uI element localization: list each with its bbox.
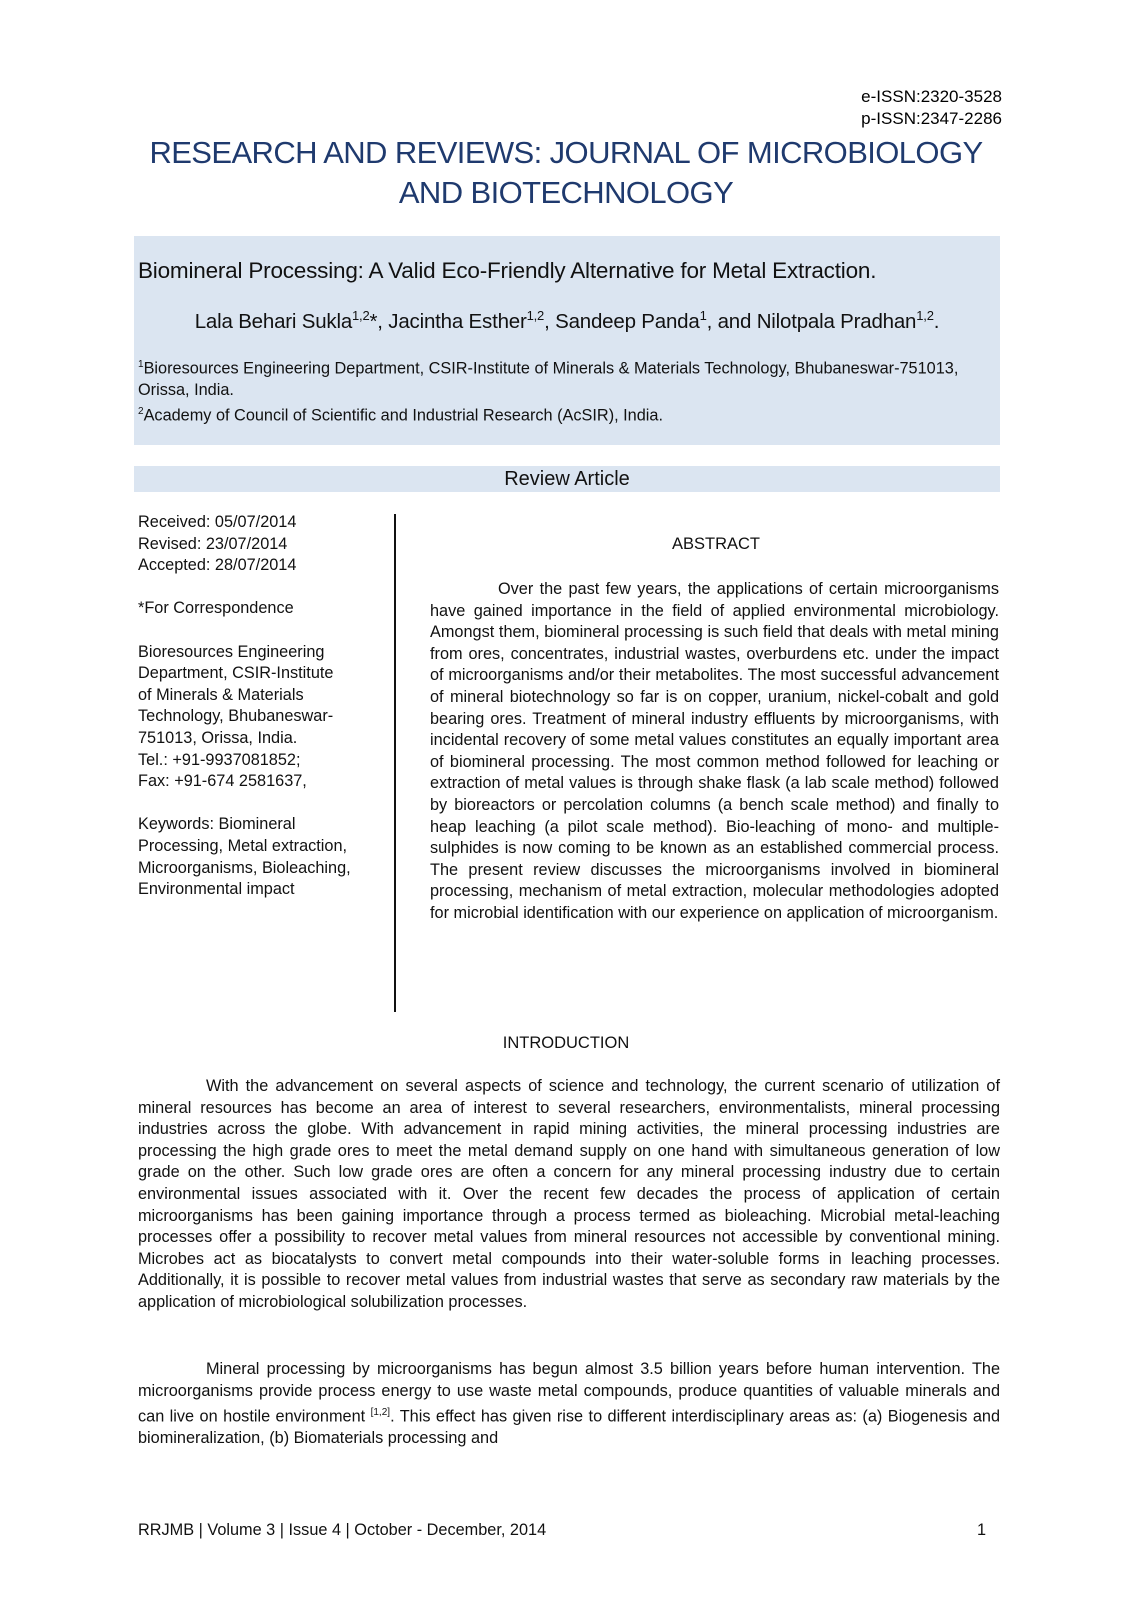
article-title: Biomineral Processing: A Valid Eco-Friendly Alternative for Metal Extraction.: [138, 258, 877, 283]
address-line: Technology, Bhubaneswar-: [138, 707, 334, 726]
article-info-sidebar: [138, 512, 373, 901]
article-type-bar: Review Article: [134, 466, 1000, 492]
received-date: Received: 05/07/2014: [138, 513, 297, 531]
journal-title-line-2: AND BIOTECHNOLOGY: [398, 175, 734, 210]
author-name: Sandeep Panda: [555, 309, 700, 333]
affiliation: [138, 401, 998, 426]
citation: [1,2]: [370, 1407, 391, 1419]
affiliation-text: Academy of Council of Scientific and Industrial Research (AcSIR), India.: [143, 406, 663, 425]
author-name: Lala Behari Sukla: [194, 309, 353, 333]
author-name: Jacintha Esther: [388, 309, 527, 333]
issn-block: [861, 86, 1002, 130]
address-line: of Minerals & Materials: [138, 685, 304, 704]
author-affiliation-sup: 1,2: [352, 308, 370, 323]
journal-title-line-1: RESEARCH AND REVIEWS: JOURNAL OF MICROBIOLOGY: [149, 135, 983, 170]
affiliations: [138, 354, 998, 427]
footer-citation: RRJMB | Volume 3 | Issue 4 | October - December, 2014: [138, 1521, 547, 1539]
paragraph-text: . This effect has given rise to different interdisciplinary areas as: (a) Biogenesis and biomineralization, (b) Biomaterials processing and: [138, 1407, 1000, 1448]
author-affiliation-sup: 1,2: [526, 308, 545, 323]
author-list: [134, 308, 1000, 334]
affiliation-text: Bioresources Engineering Department, CSIR-Institute of Minerals & Materials Technology, Bhubaneswar-751013, Orissa, India.: [138, 359, 959, 400]
phone-line: Tel.: +91-9937081852;: [138, 750, 301, 769]
keywords-text: : Biomineral Processing, Metal extraction, Microorganisms, Bioleaching, Environmental impact: [138, 815, 351, 899]
introduction-heading: INTRODUCTION: [502, 1034, 630, 1052]
revised-date: Revised: 23/07/2014: [138, 534, 288, 553]
author-affiliation-sup: 1,2: [916, 308, 934, 323]
address-line: Department, CSIR-Institute: [138, 664, 334, 683]
correspondence-label: *For Correspondence: [138, 599, 294, 618]
author-separator: .: [933, 309, 940, 333]
e-issn: e-ISSN:2320-3528: [861, 87, 1002, 106]
column-divider: [394, 514, 396, 1012]
author-affiliation-sup: 1: [699, 308, 707, 323]
author-separator: , and: [706, 309, 757, 333]
keywords: [138, 814, 373, 900]
page-number: 1: [977, 1521, 987, 1539]
author-name: Nilotpala Pradhan: [756, 309, 917, 333]
keywords-label: Keywords: [138, 815, 210, 834]
journal-title: [138, 133, 994, 213]
introduction-paragraph-1: With the advancement on several aspects of science and technology, the current scenario of utilization of mineral resources has become an area of interest to several researchers, environmentalists, mineral processing industries across the globe. With advancement in rapid mining activities, the mineral processing industries are processing the high grade ores to meet the metal demand supply on one hand with simultaneous generation of low grade on the other. Such low grade ores are often a concern for any mineral processing industry due to certain environmental issues associated with it. Over the recent few decades the process of application of certain microorganisms has been gaining importance through a process termed as bioleaching. Microbial metal-leaching processes offer a possibility to recover metal values from mineral resources not accessible by conventional mining. Microbes act as biocatalysts to convert metal compounds into their water-soluble forms in leaching processes. Additionally, it is possible to recover metal values from industrial wastes that serve as secondary raw materials by the application of microbiological solubilization processes.: [138, 1077, 1000, 1311]
article-header-box: [134, 236, 1000, 445]
author-separator: ,: [544, 309, 556, 333]
author-separator: *,: [369, 309, 389, 333]
introduction-paragraph-2: [138, 1359, 1000, 1450]
address-line: Bioresources Engineering: [138, 642, 325, 661]
abstract-text: Over the past few years, the applications of certain microorganisms have gained importance in the field of applied environmental microbiology. Amongst them, biomineral processing is such field that deals with metal mining from ores, concentrates, industrial wastes, overburdens etc. under the impact of microorganisms and/or their metabolites. The most successful advancement of mineral biotechnology so far is on copper, uranium, nickel-cobalt and gold bearing ores. Treatment of mineral industry effluents by microorganisms, with incidental recovery of some metal values constitutes an equally important area of biomineral processing. The most common method followed for leaching or extraction of metal values is through shake flask (a lab scale method) followed by bioreactors or percolation columns (a bench scale method) and finally to heap leaching (a pilot scale method). Bio-leaching of mono- and multiple-sulphides is now coming to be known as an established commercial process. The present review discusses the microorganisms involved in biomineral processing, mechanism of metal extraction, molecular methodologies adopted for microbial identification with our experience on application of microorganism.: [430, 580, 999, 922]
address-line: 751013, Orissa, India.: [138, 728, 298, 747]
accepted-date: Accepted: 28/07/2014: [138, 556, 297, 575]
fax-line: Fax: +91-674 2581637,: [138, 772, 307, 791]
abstract-heading: ABSTRACT: [672, 535, 761, 553]
affiliation-marker: 1: [138, 359, 144, 370]
affiliation: [138, 354, 998, 401]
paragraph-text: Mineral processing by microorganisms has begun almost 3.5 billion years before human intervention. The microorganisms provide process energy to use waste metal compounds, produce quantities of valuable minerals and can live on hostile environment: [138, 1360, 1000, 1426]
p-issn: p-ISSN:2347-2286: [861, 109, 1002, 128]
affiliation-marker: 2: [138, 406, 144, 418]
